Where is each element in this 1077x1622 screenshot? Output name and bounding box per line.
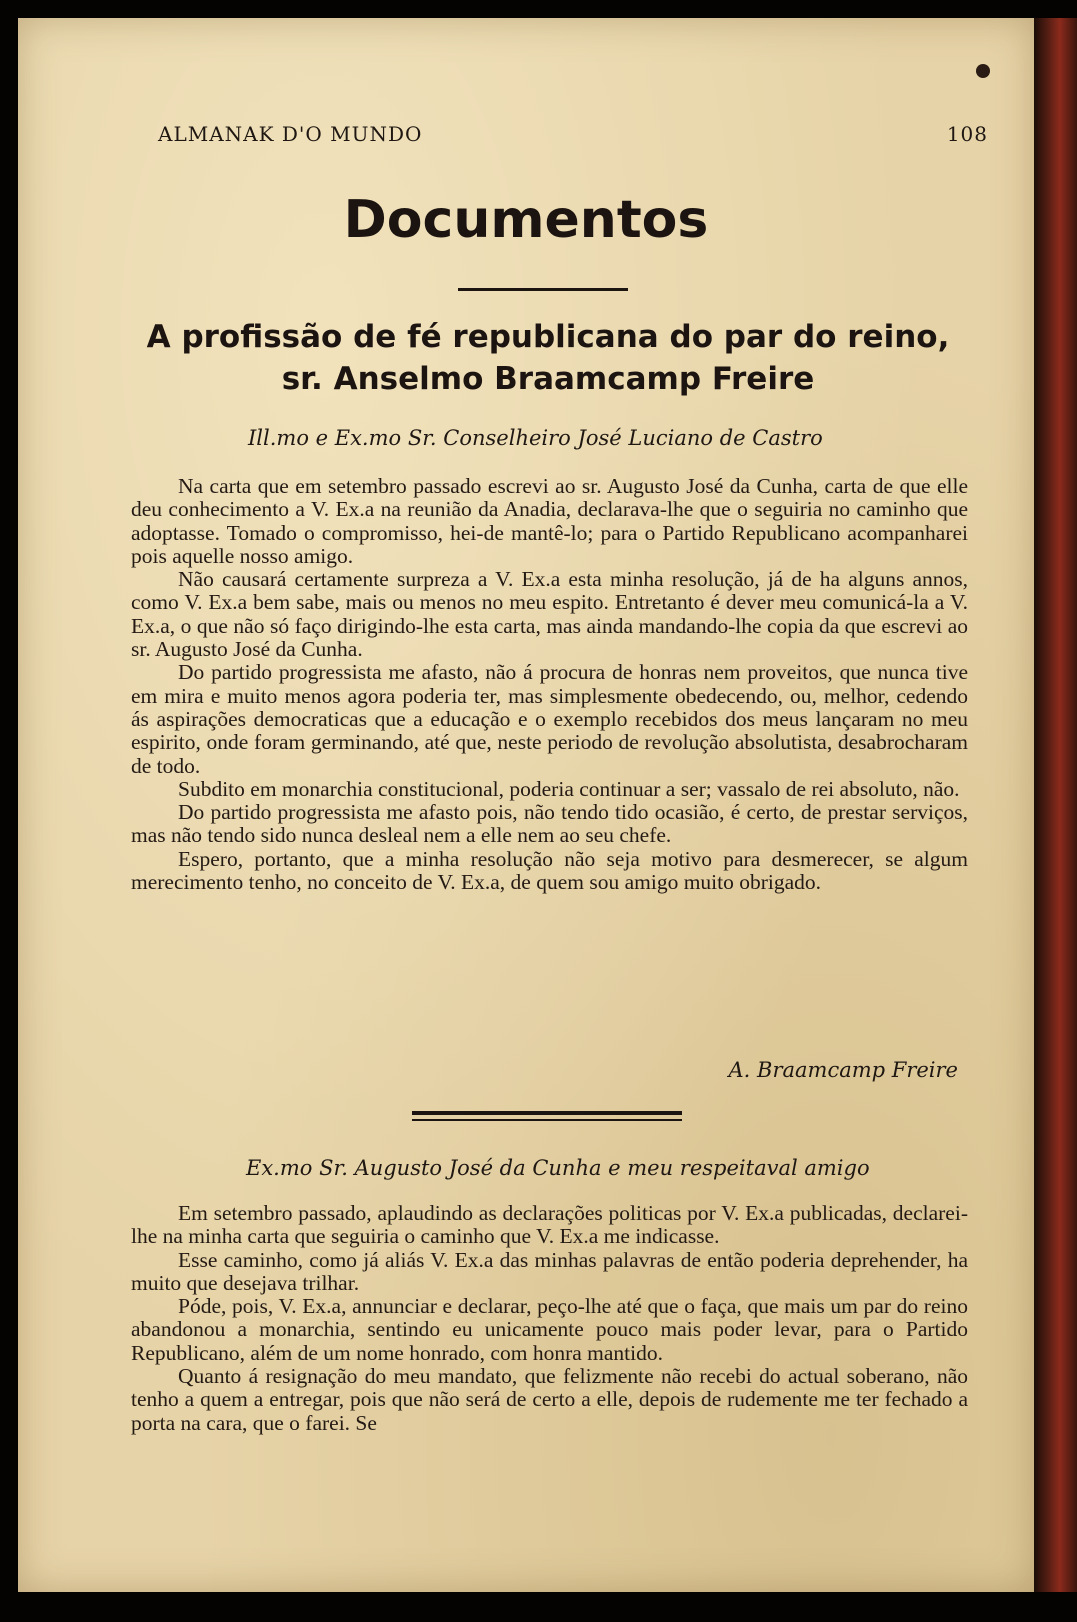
paragraph: Subdito em monarchia constitucional, poderia continuar a ser; vassalo de rei absoluto, não. <box>178 776 960 801</box>
paragraph: Espero, portanto, que a minha resolução não seja motivo para desmerecer, se algum merecimento tenho, no conceito de V. Ex.a, de quem sou amigo muito obrigado. <box>131 846 968 895</box>
letter1-signature: A. Braamcamp Freire <box>728 1058 958 1082</box>
page-number: 108 <box>946 122 988 146</box>
paragraph: Do partido progressista me afasto, não á procura de honras nem proveitos, que nunca tive em mira e muito menos agora poderia ter, mas simplesmente obedecendo, ou, melhor, cedendo ás aspirações democraticas que a educação e o exemplo recebidos dos meus lançaram no meu espirito, onde foram germinando, até que, neste periodo de revolução absolutista, desabrocharam de todo. <box>131 660 968 778</box>
ink-spot-icon <box>976 64 990 78</box>
paragraph: Esse caminho, como já aliás V. Ex.a das minhas palavras de então poderia deprehender, ha muito que desejava trilhar. <box>131 1247 968 1295</box>
running-head-title: ALMANAK D'O MUNDO <box>158 122 423 146</box>
letter2-salutation: Ex.mo Sr. Augusto José da Cunha e meu respeitaval amigo <box>246 1156 870 1180</box>
letter2-body <box>131 1202 968 1435</box>
paragraph: Em setembro passado, aplaudindo as declarações politicas por V. Ex.a publicadas, declarei-lhe na minha carta que seguiria o caminho que V. Ex.a me indicasse. <box>131 1201 968 1249</box>
document-page <box>18 18 1034 1592</box>
section-divider-thick <box>412 1111 682 1115</box>
paragraph: Quanto á resignação do meu mandato, que felizmente não recebi do actual soberano, não tenho a quem a entregar, pois que não será de certo a elle, depois de rudemente me ter fechado a porta na cara, que o farei. Se <box>131 1364 968 1435</box>
paragraph: Póde, pois, V. Ex.a, annunciar e declarar, peço-lhe até que o faça, que mais um par do reino abandonou a monarchia, sentindo eu unicamente pouco mais poder levar, para o Partido Republicano, além de um nome honrado, com honra mantido. <box>131 1294 968 1365</box>
headline-line-2: sr. Anselmo Braamcamp Freire <box>281 361 815 397</box>
book-spine <box>1034 18 1077 1592</box>
paragraph: Não causará certamente surpreza a V. Ex.a esta minha resolução, já de ha alguns annos, como V. Ex.a bem sabe, mais ou menos no meu espito. Entretanto é dever meu comunicá-la a V. Ex.a, o que não só faço dirigindo-lhe esta carta, mas ainda mandando-lhe copia da que escrevi ao sr. Augusto José da Cunha. <box>131 567 968 662</box>
letter1-salutation: Ill.mo e Ex.mo Sr. Conselheiro José Luciano de Castro <box>248 426 823 450</box>
headline-line-1: A profissão de fé republicana do par do reino, <box>146 319 950 355</box>
section-title: Documentos <box>343 190 709 250</box>
running-head <box>158 122 988 152</box>
paragraph: Na carta que em setembro passado escrevi ao sr. Augusto José da Cunha, carta de que elle deu conhecimento a V. Ex.a na reunião da Anadia, declarava-lhe que o seguiria no caminho que adoptasse. Tomado o compromisso, hei-de mantê-lo; para o Partido Republicano acompanharei pois aquelle nosso amigo. <box>131 474 968 568</box>
section-divider-thin <box>412 1119 682 1121</box>
article-headline <box>118 316 978 400</box>
title-divider <box>458 288 628 291</box>
letter1-body <box>131 475 968 894</box>
paragraph: Do partido progressista me afasto pois, não tendo tido ocasião, é certo, de prestar serviços, mas não tendo sido nunca desleal nem a elle nem ao seu chefe. <box>131 800 968 848</box>
